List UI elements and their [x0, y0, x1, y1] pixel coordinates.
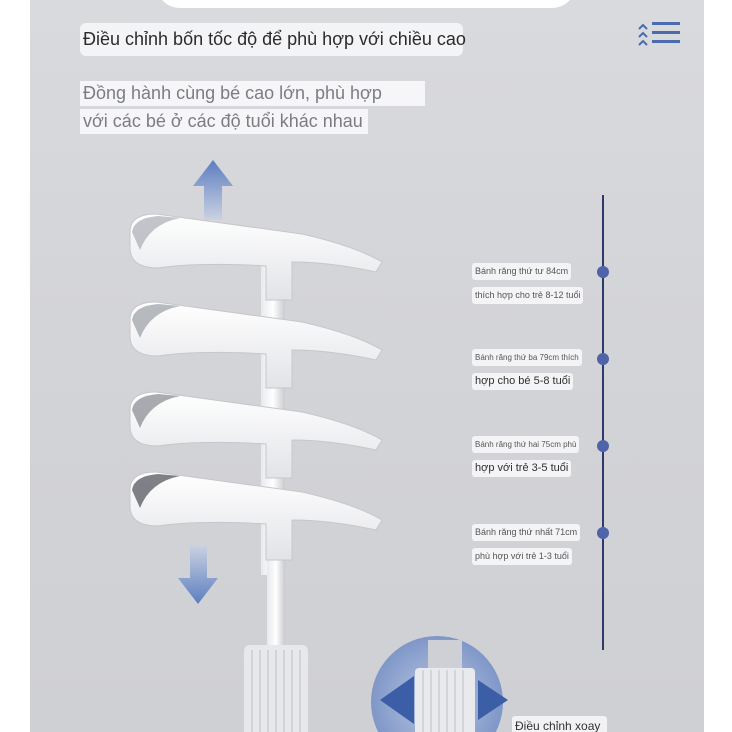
pole-lower: [267, 560, 285, 650]
level-marker-2: [597, 440, 609, 452]
product-panel: [30, 0, 704, 732]
level-4-gear-label: Bánh răng thứ tư 84cm: [472, 263, 571, 280]
rotate-adjust-label: Điều chỉnh xoay: [512, 716, 607, 732]
arrow-up-icon: [193, 160, 233, 220]
level-1-gear-label: Bánh răng thứ nhất 71cm: [472, 524, 580, 541]
subtitle-line-1: Đồng hành cùng bé cao lớn, phù hợp: [80, 81, 425, 106]
subtitle-line-2: với các bé ở các độ tuổi khác nhau: [80, 109, 368, 134]
level-marker-1: [597, 527, 609, 539]
arrow-down-icon: [178, 545, 218, 604]
level-marker-3: [597, 353, 609, 365]
level-1-age-label: phù hợp với trẻ 1-3 tuổi: [472, 548, 572, 565]
level-marker-4: [597, 266, 609, 278]
level-3-age-label: hợp cho bé 5-8 tuổi: [472, 373, 573, 390]
armrest-level-4: [130, 214, 382, 300]
level-4-age-label: thích hợp cho trẻ 8-12 tuổi: [472, 287, 583, 304]
top-panel-edge: [156, 0, 576, 8]
menu-chevrons-icon[interactable]: [639, 22, 680, 45]
rotate-detail-circle: [371, 636, 508, 732]
armrest-level-1: [130, 472, 382, 560]
headline: Điều chỉnh bốn tốc độ để phù hợp với chiều cao: [80, 23, 463, 56]
armrest-level-2: [130, 392, 382, 478]
level-2-gear-label: Bánh răng thứ hai 75cm phù: [472, 436, 579, 453]
level-2-age-label: hợp với trẻ 3-5 tuổi: [472, 460, 571, 477]
ribbed-knob: [244, 645, 308, 732]
armrest-level-3: [130, 302, 382, 388]
level-3-gear-label: Bánh răng thứ ba 79cm thích: [472, 349, 582, 366]
